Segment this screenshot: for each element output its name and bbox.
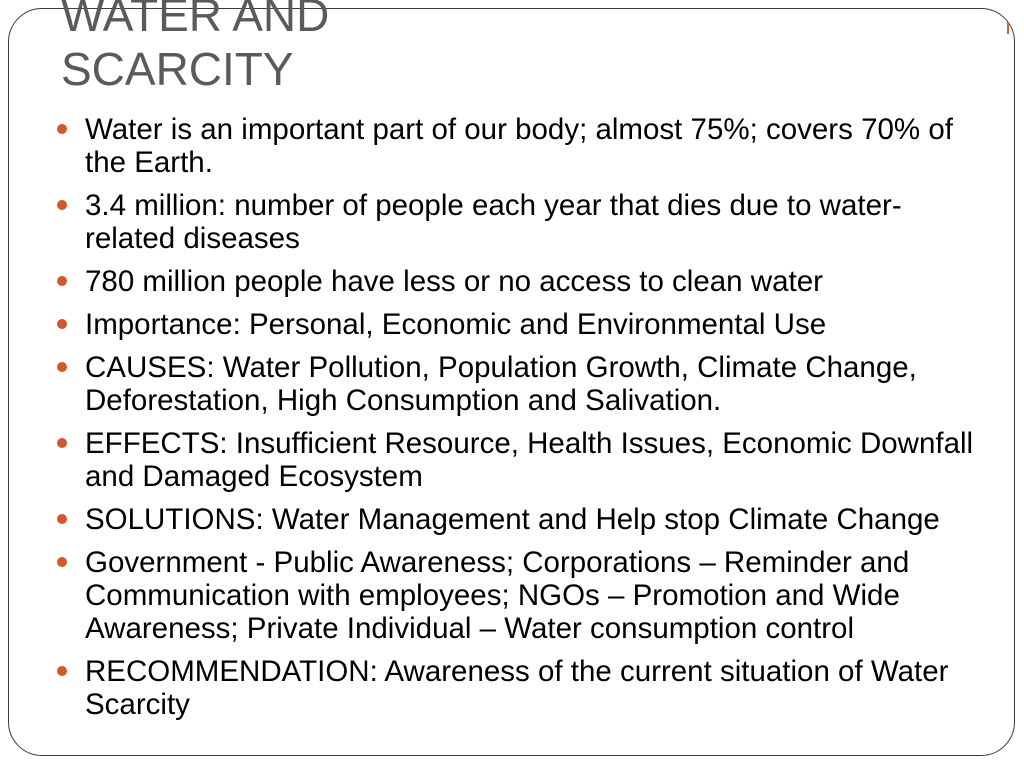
bullet-item bbox=[55, 503, 975, 536]
title-line-2: SCARCITY bbox=[61, 43, 294, 95]
bullet-dot-icon bbox=[57, 362, 67, 372]
bullet-text: 3.4 million: number of people each year that dies due to water-related diseases bbox=[85, 189, 902, 255]
title-line-1: WATER AND bbox=[61, 0, 330, 41]
bullet-text: EFFECTS: Insufficient Resource, Health Issues, Economic Downfall and Damaged Ecosystem bbox=[85, 427, 974, 493]
bullet-item bbox=[55, 265, 975, 298]
bullet-item bbox=[55, 113, 975, 179]
bullet-dot-icon bbox=[57, 438, 67, 448]
bullet-item bbox=[55, 351, 975, 417]
bullet-text: Water is an important part of our body; almost 75%; covers 70% of the Earth. bbox=[85, 113, 953, 179]
bullet-dot-icon bbox=[57, 319, 67, 329]
bullet-dot-icon bbox=[57, 124, 67, 134]
bullet-text: SOLUTIONS: Water Management and Help stop Climate Change bbox=[85, 503, 940, 536]
bullet-text: Government - Public Awareness; Corporations – Reminder and Communication with employees; NGOs – Promotion and Wide Awareness; Private Individual – Water consumption control bbox=[85, 546, 910, 645]
bullet-item bbox=[55, 308, 975, 341]
bullet-dot-icon bbox=[57, 200, 67, 210]
bullet-dot-icon bbox=[57, 514, 67, 524]
bullet-dot-icon bbox=[57, 276, 67, 286]
slide-title bbox=[61, 0, 329, 96]
bullet-item bbox=[55, 546, 975, 645]
bullet-text: RECOMMENDATION: Awareness of the current situation of Water Scarcity bbox=[85, 655, 949, 721]
bullet-dot-icon bbox=[57, 666, 67, 676]
accent-mark bbox=[1007, 22, 1009, 34]
bullet-dot-icon bbox=[57, 557, 67, 567]
bullet-text: Importance: Personal, Economic and Environmental Use bbox=[85, 308, 827, 341]
bullet-item bbox=[55, 655, 975, 721]
bullet-item bbox=[55, 189, 975, 255]
bullet-text: CAUSES: Water Pollution, Population Growth, Climate Change, Deforestation, High Consumption and Salivation. bbox=[85, 351, 917, 417]
bullet-list bbox=[55, 113, 975, 731]
bullet-text: 780 million people have less or no access to clean water bbox=[85, 265, 823, 298]
bullet-item bbox=[55, 427, 975, 493]
